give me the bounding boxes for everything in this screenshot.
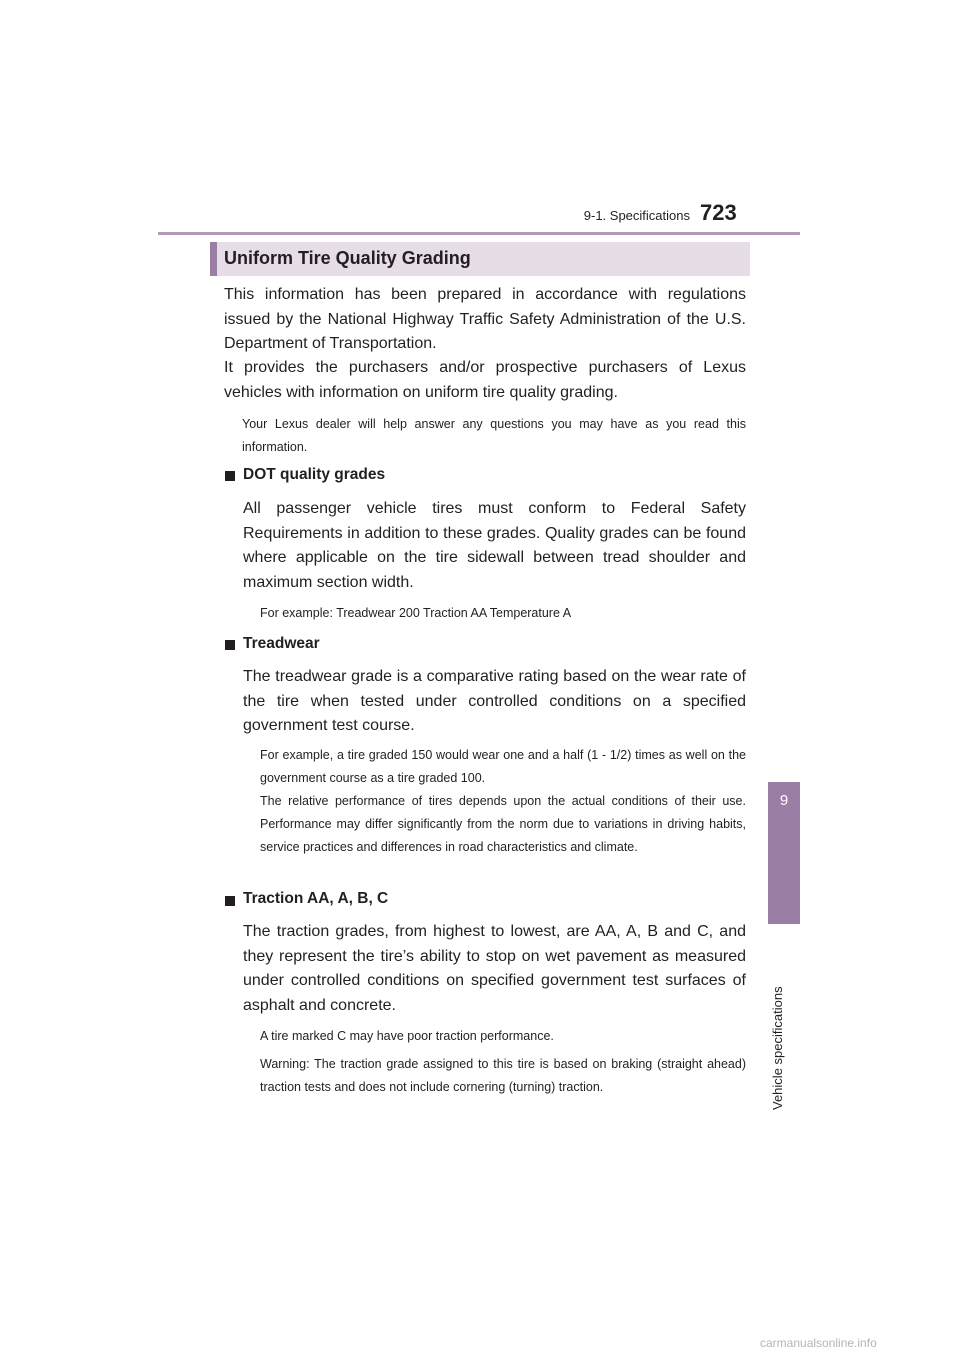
subsection-body-treadwear: The treadwear grade is a comparative rating based on the wear rate of the tire when tested under controlled conditions on a specified government test course.	[243, 668, 746, 734]
subsection-note-treadwear-2: The relative performance of tires depends upon the actual conditions of their use. Performance may differ significantly from the norm due to variations in driving habits, service practices and differences in road characteristics and climate.	[260, 794, 746, 854]
intro-paragraph-2: It provides the purchasers and/or prospective purchasers of Lexus vehicles with information on uniform tire quality grading.	[224, 359, 746, 401]
watermark: carmanualsonline.info	[760, 1336, 877, 1350]
subsection-heading-traction: Traction AA, A, B, C	[243, 890, 389, 907]
subsection-note-treadwear-1: For example, a tire graded 150 would wear one and a half (1 - 1/2) times as well on the government course as a tire graded 100.	[260, 748, 746, 785]
square-bullet-icon	[225, 471, 235, 481]
square-bullet-icon	[225, 640, 235, 650]
subsection-note-dot: For example: Treadwear 200 Traction AA Temperature A	[260, 606, 572, 620]
square-bullet-icon	[225, 896, 235, 906]
intro-paragraph-1: This information has been prepared in accordance with regulations issued by the National Highway Traffic Safety Administration of the U.S. Department of Transportation.	[224, 286, 746, 352]
subsection-heading-dot: DOT quality grades	[243, 466, 386, 483]
section-heading-accent	[210, 242, 217, 276]
header-divider	[158, 232, 800, 235]
subsection-body-dot: All passenger vehicle tires must conform to Federal Safety Requirements in addition to these grades. Quality grades can be found where applicable on the tire sidewall between tread shoulder and maximum section width.	[243, 500, 746, 591]
intro-note: Your Lexus dealer will help answer any questions you may have as you read this information.	[242, 417, 746, 454]
section-title: Uniform Tire Quality Grading	[224, 248, 471, 268]
side-tab-label: Vehicle specifications	[770, 986, 785, 1110]
side-tab-number: 9	[779, 792, 789, 809]
subsection-heading-treadwear: Treadwear	[243, 635, 320, 652]
subsection-note-traction-2: Warning: The traction grade assigned to this tire is based on braking (straight ahead) traction tests and does not include cornering (turning) traction.	[260, 1057, 746, 1094]
subsection-body-traction: The traction grades, from highest to lowest, are AA, A, B and C, and they represent the tire’s ability to stop on wet pavement as measured under controlled conditions on specified government test surfaces of asphalt and concrete.	[243, 923, 746, 1014]
page-number: 723	[700, 200, 737, 225]
header-section-title: 9-1. Specifications	[583, 208, 690, 223]
subsection-note-traction-1: A tire marked C may have poor traction performance.	[260, 1029, 554, 1043]
